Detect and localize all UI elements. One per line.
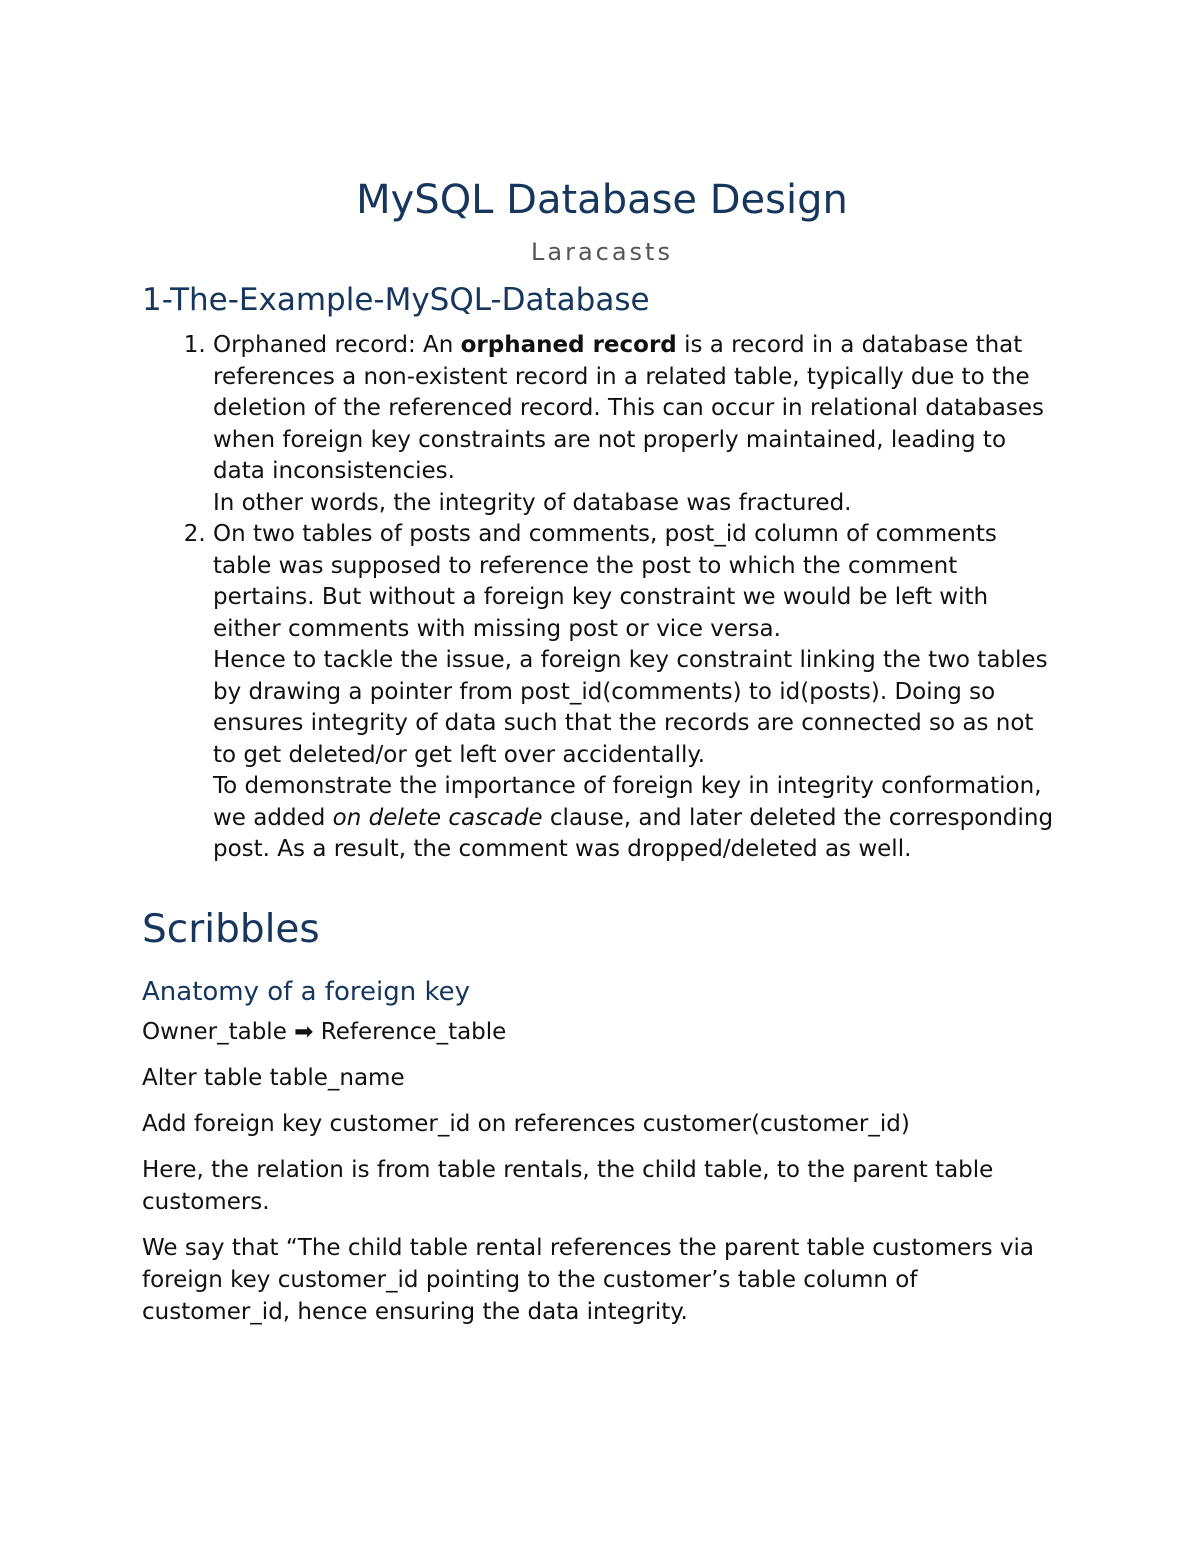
paragraph: Add foreign key customer_id on references customer(customer_id) [142, 1110, 910, 1137]
item-text: To demonstrate the importance of foreign key in integrity conformation, we added [213, 773, 1042, 831]
list-item [213, 330, 1062, 519]
document-page [142, 176, 1062, 1328]
paragraph: Here, the relation is from table rentals, the child table, to the parent table customers. [142, 1156, 994, 1215]
document-subtitle: Laracasts [531, 238, 673, 266]
item-text: On two tables of posts and comments, post_id column of comments table was supposed to reference the post to which the comment pertains. But without a foreign key constraint we would be left with either comments with missing post or vice versa. [213, 521, 997, 642]
item-text: Orphaned record: An [213, 332, 461, 358]
section-heading-example-database: 1-The-Example-MySQL-Database [142, 282, 650, 318]
subheading-anatomy: Anatomy of a foreign key [142, 976, 470, 1007]
bold-term: orphaned record [460, 332, 677, 358]
paragraph: Owner_table ➡ Reference_table [142, 1018, 507, 1045]
item-text: clause, and later deleted the corresponding post. As a result, the comment was dropped/deleted as well. [213, 804, 1054, 862]
document-title: MySQL Database Design [356, 177, 848, 223]
paragraph: Alter table table_name [142, 1064, 405, 1091]
numbered-list [142, 330, 1062, 866]
item-text: is a record in a database that references a non-existent record in a related table, typically due to the deletion of the referenced record. This can occur in relational databases when foreign key constraints are not properly maintained, leading to data inconsistencies. [213, 332, 1044, 484]
italic-term: on delete cascade [332, 804, 543, 831]
paragraph: We say that “The child table rental references the parent table customers via foreign key customer_id pointing to the customer’s table column of customer_id, hence ensuring the data integrity. [142, 1234, 1034, 1325]
section-heading-scribbles: Scribbles [142, 906, 320, 952]
list-item [213, 519, 1062, 866]
item-line: In other words, the integrity of database was fractured. [213, 489, 852, 516]
item-line: Hence to tackle the issue, a foreign key constraint linking the two tables by drawing a pointer from post_id(comments) to id(posts). Doing so ensures integrity of data such that the records are connected so as not to get deleted/or get left over accidentally. [213, 647, 1048, 768]
